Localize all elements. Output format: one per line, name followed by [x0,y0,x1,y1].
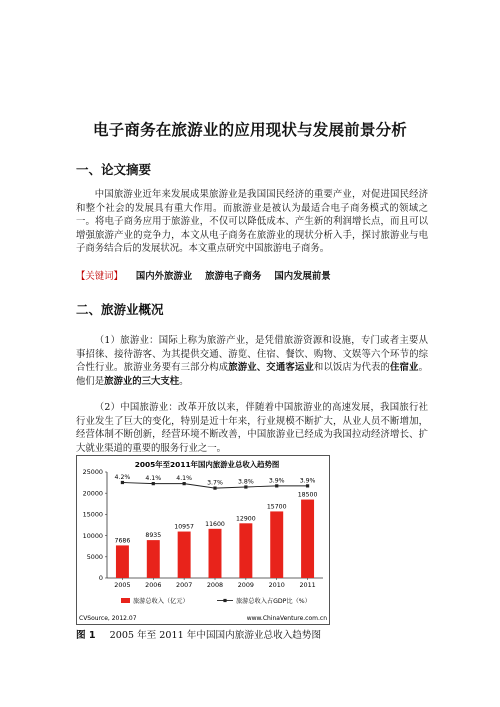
bar-value-label: 11600 [205,520,225,528]
gdp-share-label: 3.9% [299,477,316,485]
keyword-3: 国内发展前景 [274,271,331,282]
gdp-share-label: 4.1% [176,475,193,483]
gdp-share-label: 3.9% [268,477,285,485]
chart-source-left: CVSource, 2012.07 [79,615,137,622]
chart-bars [115,492,318,578]
bar [116,545,129,578]
x-tick-label: 2007 [176,581,193,589]
bar-value-label: 7686 [114,537,131,545]
p1-part-a: （1）旅游业：国际上称为旅游产业，是凭借旅游资源和设施，专门或者主要从事招徕、接待游客、为其提供交通、游览、住宿、餐饮、购物、文娱等六个环节的综合性行业。旅游业务要有三部分构成 [76,335,428,374]
p1-part-g: 。 [179,375,189,387]
keywords-line [76,268,428,282]
x-tick-label: 2011 [299,581,316,589]
y-tick-label: 5000 [86,553,103,561]
gdp-share-label: 4.2% [114,474,131,481]
figure-caption-text: 2005 年至 2011 年中国国内旅游业总收入趋势图 [109,630,322,641]
gdp-share-point [183,482,186,485]
abstract-text: 中国旅游业近年来发展成果旅游业是我国国民经济的重要产业，对促进国民经济和整个社会的发展具有重大作用。而旅游业是被认为最适合电子商务模式的领域之一。将电子商务应用于旅游业，不仅可以降低成本、产生新的利润增长点，而且可以增强旅游产业的竞争力，本文从电子商务在旅游业的现状分析入手，探讨旅游业与电子商务结合后的发展状况。本文重点研究中国旅游电子商务。 [76,189,428,255]
legend-bar-label: 旅游总收入（亿元） [133,598,189,605]
bar-value-label: 18500 [297,491,318,499]
bar-value-label: 8935 [145,532,162,540]
overview-text-2: （2）中国旅游业：改革开放以来，伴随着中国旅游业的高速发展，我国旅行社行业发生了巨大的变化，特别是近十年来，行业规模不断扩大，从业人员不断增加，经营体制不断创新，经营环境不断改善，中国旅游业已经成为我国拉动经济增长、扩大就业渠道的重要的服务行业之一。 [76,402,428,454]
overview-paragraph-1 [76,334,428,388]
keyword-1: 国内外旅游业 [135,271,193,282]
keywords-label: 【关键词】 [76,271,123,282]
legend-bar-swatch [121,598,130,603]
p1-part-c: 和以饭店为代表的 [313,362,391,374]
chart-title: 2005年至2011年国内旅游业总收入趋势图 [134,460,280,469]
x-tick-label: 2010 [268,581,285,589]
figure-caption [76,627,436,641]
abstract-paragraph [76,188,428,256]
bar-value-label: 12900 [236,515,256,523]
y-tick-label: 0 [98,574,103,583]
page-title: 电子商务在旅游业的应用现状与发展前景分析 [92,120,407,139]
chart-source-right: www.ChinaVenture.com.cn [246,615,327,622]
x-tick-label: 2008 [206,581,224,589]
gdp-share-point [121,481,124,484]
section-heading-abstract: 一、论文摘要 [76,162,152,177]
y-tick-label: 10000 [82,531,103,540]
bar [239,523,252,578]
gdp-share-point [152,482,155,485]
p1-bold-lodging: 住宿业 [390,362,419,374]
overview-paragraph-2 [76,401,428,455]
p1-part-e: 。他们是 [76,362,428,387]
chart-line [115,474,316,490]
bar [147,540,160,578]
gdp-share-label: 3.8% [237,478,254,486]
gdp-share-point [306,484,309,487]
x-tick-label: 2009 [237,581,254,589]
gdp-share-label: 3.7% [207,479,223,487]
revenue-chart [76,455,330,625]
legend-line-marker [223,599,226,602]
y-tick-label: 15000 [82,510,103,519]
gdp-share-point [213,487,216,490]
gdp-share-point [275,484,278,487]
bar [270,511,283,578]
section-heading-overview: 二、旅游业概况 [76,302,164,317]
bar [301,500,314,578]
bar [209,529,222,578]
x-tick-label: 2005 [114,581,131,589]
chart-legend [121,597,311,605]
bar [178,532,191,578]
p1-bold-pillars: 旅游业的三大支柱 [104,375,180,387]
bar-value-label: 10957 [174,523,194,531]
figure-number: 图 1 [76,630,96,641]
y-tick-label: 20000 [82,489,103,498]
legend-line-label: 旅游总收入占GDP比（%） [236,598,311,605]
overview-text-1 [76,334,428,388]
gdp-share-point [244,485,247,488]
keyword-2: 旅游电子商务 [205,271,262,282]
x-tick-label: 2006 [145,581,162,589]
gdp-share-label: 4.1% [145,475,162,483]
p1-bold-transport: 旅游业、交通客运业 [228,362,314,374]
y-tick-label: 25000 [82,468,103,477]
chart-svg [77,456,329,624]
bar-value-label: 15700 [266,503,287,511]
